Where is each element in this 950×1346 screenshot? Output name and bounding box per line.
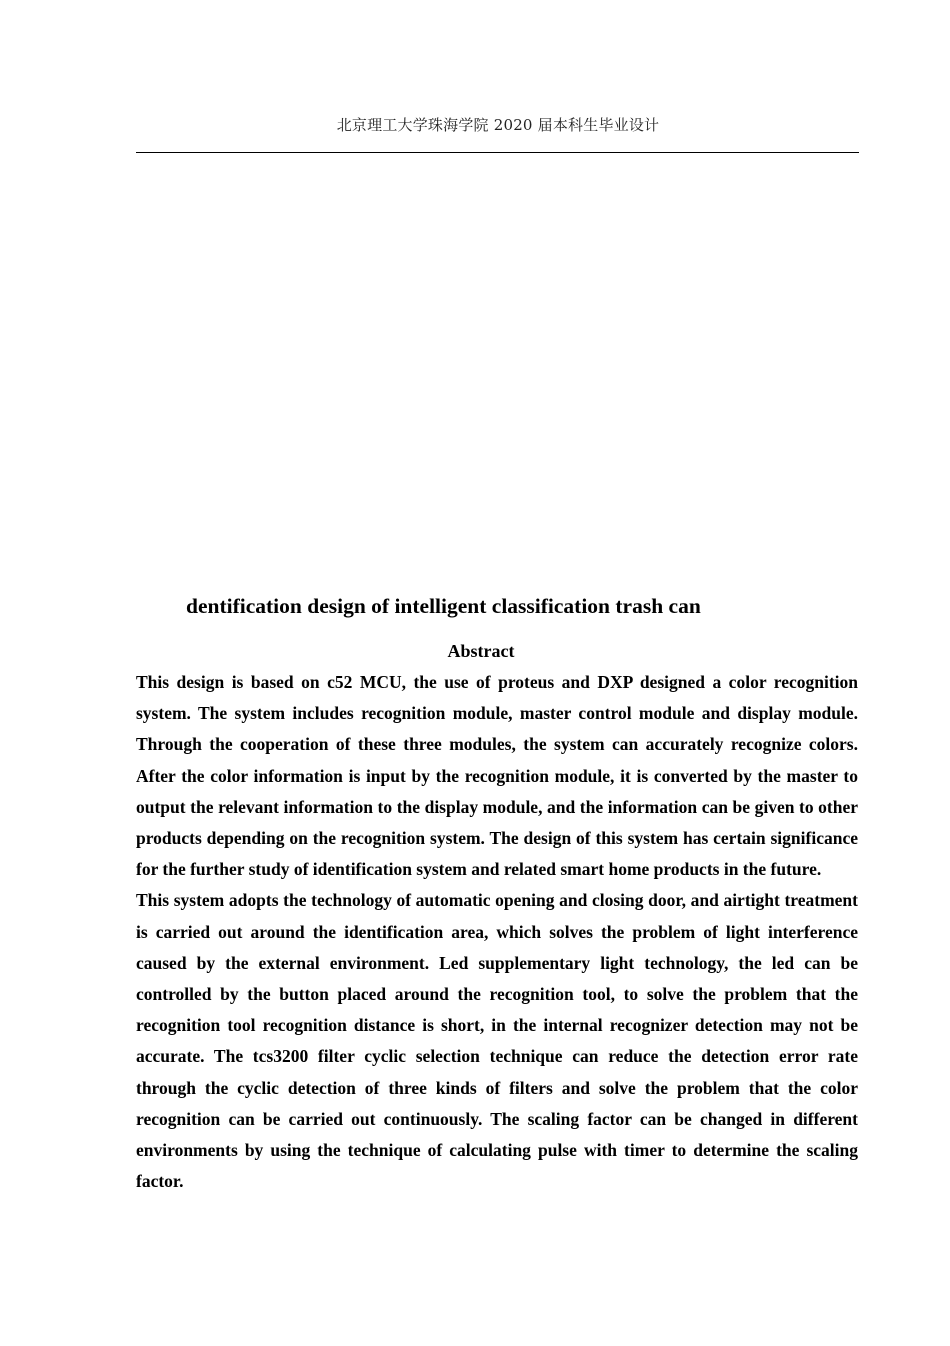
document-title: dentification design of intelligent classification trash can xyxy=(186,594,701,618)
running-header: 北京理工大学珠海学院 2020 届本科生毕业设计 xyxy=(336,116,660,134)
abstract-heading: Abstract xyxy=(447,641,515,661)
abstract-paragraph: This system adopts the technology of automatic opening and closing door, and airtight treatment is carried out around the identification area, which solves the problem of light interference caused by the external environment. Led supplementary light technology, the led can be controlled by the button placed around the recognition tool, to solve the problem that the recognition tool recognition distance is short, in the internal recognizer detection may not be accurate. The tcs3200 filter cyclic selection technique can reduce the detection error rate through the cyclic detection of three kinds of filters and solve the problem that the color recognition can be carried out continuously. The scaling factor can be changed in different environments by using the technique of calculating pulse with timer to determine the scaling factor. xyxy=(136,890,858,1192)
abstract-body xyxy=(136,667,858,1197)
abstract-paragraph: This design is based on c52 MCU, the use of proteus and DXP designed a color recognition system. The system includes recognition module, master control module and display module. Through the cooperation of these three modules, the system can accurately recognize colors. After the color information is input by the recognition module, it is converted by the master to output the relevant information to the display module, and the information can be given to other products depending on the recognition system. The design of this system has certain significance for the further study of identification system and related smart home products in the future. xyxy=(136,672,858,880)
header-divider xyxy=(136,152,859,153)
